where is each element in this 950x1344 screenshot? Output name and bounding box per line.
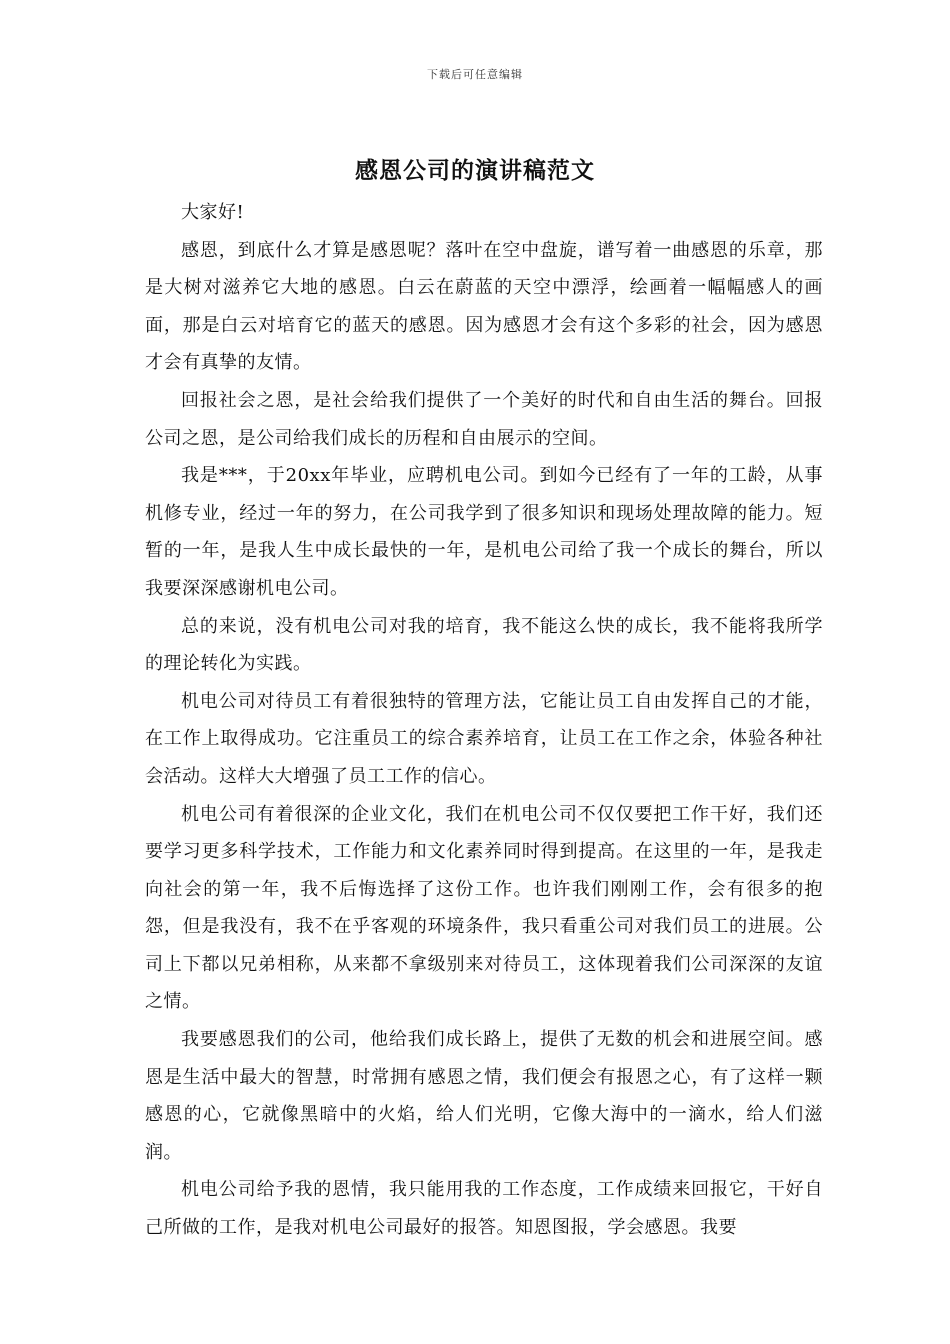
paragraph: 总的来说，没有机电公司对我的培育，我不能这么快的成长，我不能将我所学的理论转化为实践。 <box>145 615 823 675</box>
paragraph: 机电公司有着很深的企业文化，我们在机电公司不仅仅要把工作干好，我们还要学习更多科学技术，工作能力和文化素养同时得到提高。在这里的一年，是我走向社会的第一年，我不后悔选择了这份工作。也许我们刚刚工作，会有很多的抱怨，但是我没有，我不在乎客观的环境条件，我只看重公司对我们员工的进展。公司上下都以兄弟相称，从来都不拿级别来对待员工，这体现着我们公司深深的友谊之情。 <box>145 803 823 1013</box>
paragraph: 回报社会之恩，是社会给我们提供了一个美好的时代和自由生活的舞台。回报公司之恩，是公司给我们成长的历程和自由展示的空间。 <box>145 389 823 449</box>
paragraph-greeting: 大家好! <box>181 202 245 223</box>
header-note: 下载后可任意编辑 <box>427 68 523 81</box>
document-title: 感恩公司的演讲稿范文 <box>355 157 595 184</box>
paragraph: 我要感恩我们的公司，他给我们成长路上，提供了无数的机会和进展空间。感恩是生活中最大的智慧，时常拥有感恩之情，我们便会有报恩之心，有了这样一颗感恩的心，它就像黑暗中的火焰，给人们光明，它像大海中的一滴水，给人们滋润。 <box>145 1029 823 1163</box>
paragraph: 机电公司给予我的恩情，我只能用我的工作态度，工作成绩来回报它，干好自己所做的工作，是我对机电公司最好的报答。知恩图报，学会感恩。我要 <box>145 1179 823 1239</box>
document-body <box>145 194 823 1247</box>
paragraph: 机电公司对待员工有着很独特的管理方法，它能让员工自由发挥自己的才能，在工作上取得成功。它注重员工的综合素养培育，让员工在工作之余，体验各种社会活动。这样大大增强了员工工作的信心。 <box>145 690 823 787</box>
paragraph: 感恩，到底什么才算是感恩呢？落叶在空中盘旋，谱写着一曲感恩的乐章，那是大树对滋养它大地的感恩。白云在蔚蓝的天空中漂浮，绘画着一幅幅感人的画面，那是白云对培育它的蓝天的感恩。因为感恩才会有这个多彩的社会，因为感恩才会有真挚的友情。 <box>145 239 823 374</box>
paragraph: 我是***，于20xx年毕业，应聘机电公司。到如今已经有了一年的工龄，从事机修专业，经过一年的努力，在公司我学到了很多知识和现场处理故障的能力。短暂的一年，是我人生中成长最快的一年，是机电公司给了我一个成长的舞台，所以我要深深感谢机电公司。 <box>145 465 823 599</box>
